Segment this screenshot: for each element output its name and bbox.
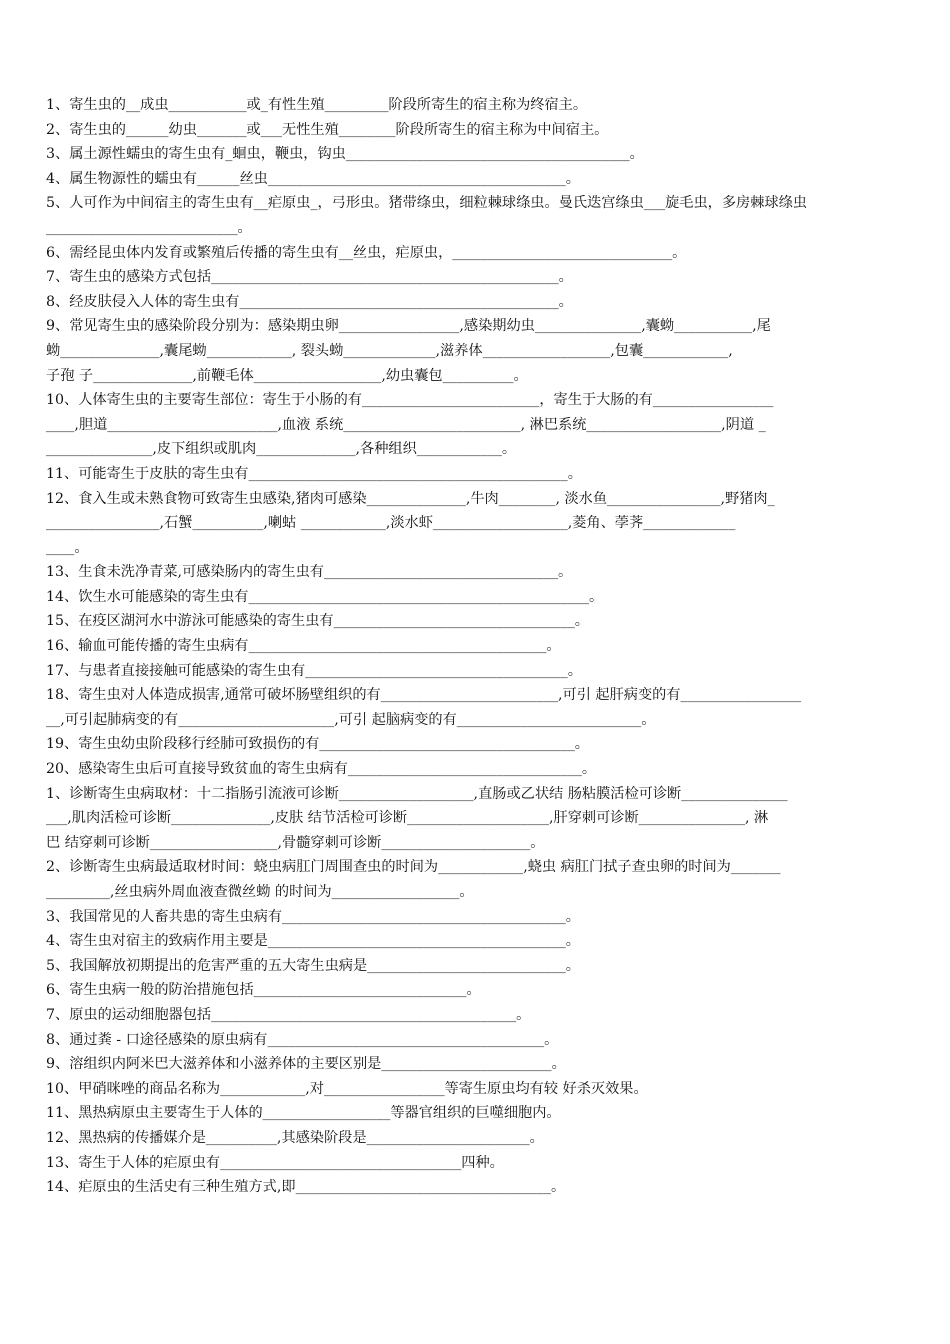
worksheet-page bbox=[46, 93, 908, 1200]
worksheet-line: 20、感染寄生虫后可直接导致贫血的寄生虫病有_________________________________。 bbox=[46, 761, 597, 778]
worksheet-line: 10、人体寄生虫的主要寄生部位：寄生于小肠的有_________________________，寄生于大肠的有_________________ bbox=[46, 392, 774, 409]
worksheet-line: 5、人可作为中间宿主的寄生虫有__疟原虫_，弓形虫。猪带绦虫，细粒棘球绦虫。曼氏迭宫绦虫___旋毛虫，多房棘球绦虫 bbox=[46, 195, 807, 212]
worksheet-line: 3、我国常见的人畜共患的寄生虫病有________________________________________。 bbox=[46, 908, 580, 925]
worksheet-line: 3、属土源性蠕虫的寄生虫有_蛔虫，鞭虫，钩虫________________________________________。 bbox=[46, 146, 644, 163]
worksheet-line: 16、输血可能传播的寄生虫病有__________________________________________。 bbox=[46, 638, 561, 655]
worksheet-line: ________________,石蟹__________,喇蛄 ____________,淡水虾___________________,菱角、荸荠_____________ bbox=[46, 515, 736, 532]
worksheet-line: 6、寄生虫病一般的防治措施包括______________________________。 bbox=[46, 982, 481, 999]
worksheet-line: ___,肌肉活检可诊断______________,皮肤 结节活检可诊断____________________,肝穿刺可诊断_______________, 淋 bbox=[46, 810, 769, 827]
worksheet-line: 8、经皮肤侵入人体的寄生虫有_____________________________________________。 bbox=[46, 293, 573, 310]
worksheet-line: 9、常见寄生虫的感染阶段分别为：感染期虫卵_________________,感染期幼虫_______________,囊蚴___________,尾 bbox=[46, 318, 771, 335]
worksheet-line: 7、寄生虫的感染方式包括_________________________________________________。 bbox=[46, 269, 573, 286]
worksheet-line: 1、寄生虫的__成虫___________或_有性生殖_________阶段所寄生的宿主称为终宿主。 bbox=[46, 97, 588, 113]
worksheet-line: 5、我国解放初期提出的危害严重的五大寄生虫病是____________________________。 bbox=[46, 957, 580, 974]
worksheet-line: 巴 结穿刺可诊断__________________,骨髓穿刺可诊断_____________________。 bbox=[46, 834, 545, 851]
worksheet-line: 19、寄生虫幼虫阶段移行经肺可致损伤的有____________________________________。 bbox=[46, 736, 589, 753]
worksheet-line: 13、生食未洗净青菜,可感染肠内的寄生虫有_________________________________。 bbox=[46, 564, 573, 581]
worksheet-line: 9、溶组织内阿米巴大滋养体和小滋养体的主要区别是________________________。 bbox=[46, 1056, 566, 1073]
worksheet-line: 12、黑热病的传播媒介是__________,其感染阶段是_______________________。 bbox=[46, 1129, 544, 1146]
worksheet-line: 1、诊断寄生虫病取材：十二指肠引流液可诊断___________________,直肠或乙状结 肠粘膜活检可诊断_______________ bbox=[46, 785, 788, 802]
worksheet-line: 7、原虫的运动细胞器包括___________________________________________。 bbox=[46, 1006, 531, 1023]
worksheet-line: ____。 bbox=[46, 539, 89, 556]
worksheet-line: 6、需经昆虫体内发育或繁殖后传播的寄生虫有__丝虫，疟原虫，_______________________________。 bbox=[46, 244, 687, 261]
worksheet-line: 18、寄生虫对人体造成损害,通常可破坏肠壁组织的有_________________________,可引 起肝病变的有_________________ bbox=[46, 687, 802, 704]
worksheet-line: 12、食入生或未熟食物可致寄生虫感染,猪肉可感染______________,牛肉________, 淡水鱼________________,野猪肉_ bbox=[46, 490, 775, 507]
worksheet-line: 4、属生物源性的蠕虫有______丝虫__________________________________________。 bbox=[46, 170, 580, 187]
worksheet-line: 11、黑热病原虫主要寄生于人体的__________________等器官组织的巨噬细胞内。 bbox=[46, 1105, 561, 1122]
worksheet-line: _________,丝虫病外周血液查微丝蚴 的时间为__________________。 bbox=[46, 884, 474, 900]
worksheet-line: 15、在疫区湖河水中游泳可能感染的寄生虫有__________________________________。 bbox=[46, 613, 589, 630]
worksheet-line: 2、寄生虫的______幼虫_______或___无性生殖________阶段所寄生的宿主称为中间宿主。 bbox=[46, 121, 609, 138]
worksheet-line: 8、通过粪 - 口途径感染的原虫病有_______________________________________。 bbox=[46, 1031, 559, 1048]
worksheet-line: _______________,皮下组织或肌肉______________,各种组织____________。 bbox=[46, 441, 517, 458]
worksheet-line: 13、寄生于人体的疟原虫有__________________________________四种。 bbox=[46, 1154, 504, 1171]
worksheet-line: 蚴______________,囊尾蚴____________, 裂头蚴_____________,滋养体__________________,包囊____________, bbox=[46, 342, 733, 359]
worksheet-line: 14、疟原虫的生活史有三种生殖方式,即____________________________________。 bbox=[46, 1179, 566, 1196]
worksheet-line: 17、与患者直接接触可能感染的寄生虫有_____________________________________。 bbox=[46, 662, 582, 679]
worksheet-line: 11、可能寄生于皮肤的寄生虫有_____________________________________________。 bbox=[46, 465, 582, 482]
worksheet-line: 10、甲硝咪唑的商品名称为____________,对_________________等寄生原虫均有较 好杀灭效果。 bbox=[46, 1080, 648, 1097]
worksheet-line: 子孢 子______________,前鞭毛体__________________,幼虫囊包__________。 bbox=[46, 367, 528, 384]
worksheet-line: 14、饮生水可能感染的寄生虫有________________________________________________。 bbox=[46, 588, 604, 605]
worksheet-line: 4、寄生虫对宿主的致病作用主要是__________________________________________。 bbox=[46, 933, 580, 950]
worksheet-line: ____,胆道________________________,血液 系统_________________________, 淋巴系统___________________,阴道 _ bbox=[46, 416, 766, 433]
worksheet-line: __,可引起肺病变的有______________________,可引 起脑病变的有__________________________。 bbox=[46, 711, 656, 728]
worksheet-line: 2、诊断寄生虫病最适取材时间：蛲虫病肛门周围查虫的时间为____________,蛲虫 病肛门拭子查虫卵的时间为_______ bbox=[46, 859, 781, 876]
worksheet-line: ___________________________。 bbox=[46, 219, 252, 236]
